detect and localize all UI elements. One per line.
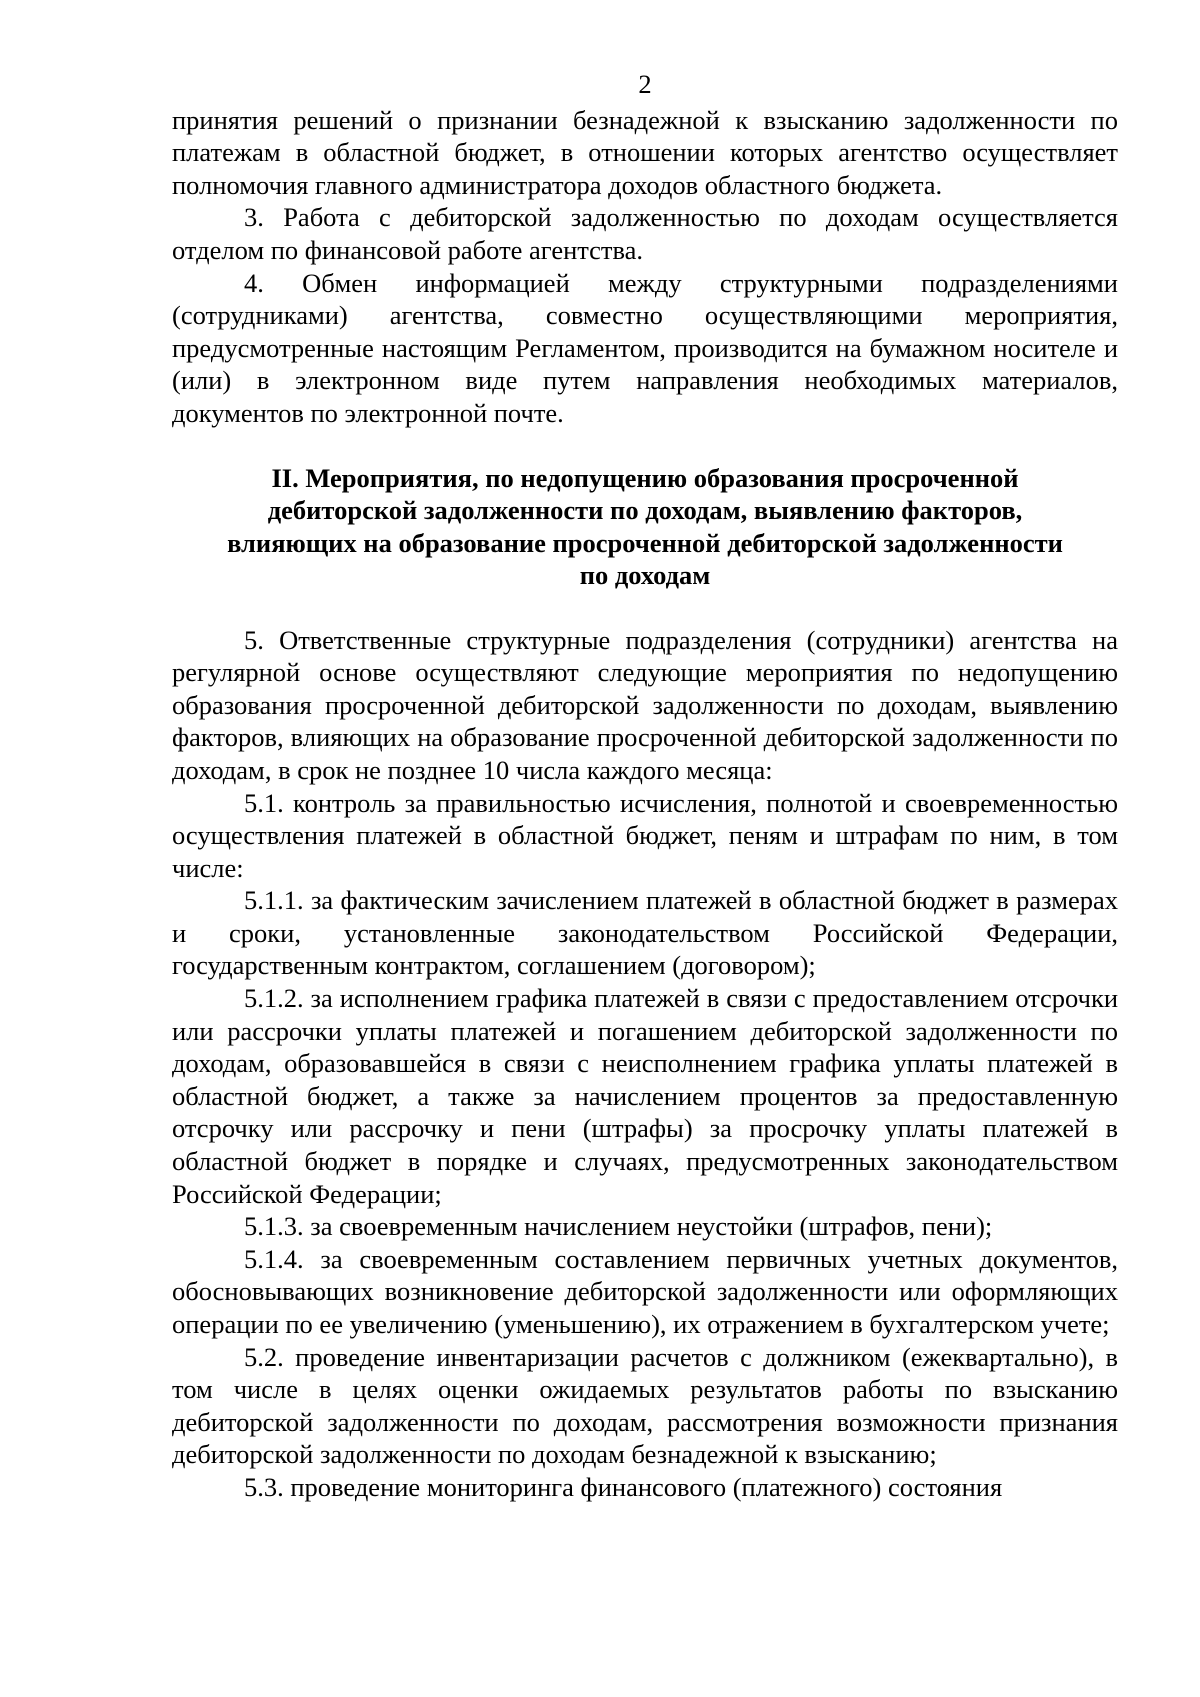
paragraph-5-1-4: 5.1.4. за своевременным составлением первичных учетных документов, обосновывающих возникновение дебиторской задолженности или оформляющих операции по ее увеличению (уменьшению), их отражением в бухгалтерском учете; — [172, 1243, 1118, 1339]
paragraph-5-1-3: 5.1.3. за своевременным начислением неустойки (штрафов, пени); — [244, 1211, 993, 1242]
paragraph-5-1-1: 5.1.1. за фактическим зачислением платежей в областной бюджет в размерах и сроки, установленные законодательством Российской Федерации, государственным контрактом, соглашением (договором); — [172, 885, 1118, 981]
section-heading-line: по доходам — [579, 560, 711, 591]
section-heading — [172, 462, 1118, 592]
paragraph-continuation: принятия решений о признании безнадежной к взысканию задолженности по платежам в областной бюджет, в отношении которых агентство осуществляет полномочия главного администратора доходов областного бюджета. — [172, 104, 1118, 200]
paragraph-5-3: 5.3. проведение мониторинга финансового (платежного) состояния — [244, 1471, 1003, 1502]
paragraph-5-1-2: 5.1.2. за исполнением графика платежей в связи с предоставлением отсрочки или рассрочки уплаты платежей и погашением дебиторской задолженности по доходам, образовавшейся в связи с неисполнением графика уплаты платежей в областной бюджет, а также за начислением процентов за предоставленную отсрочку или рассрочку и пени (штрафы) за просрочку уплаты платежей в областной бюджет в порядке и случаях, предусмотренных законодательством Российской Федерации; — [172, 983, 1118, 1209]
paragraph-4: 4. Обмен информацией между структурными подразделениями (сотрудниками) агентства, совместно осуществляющими мероприятия, предусмотренные настоящим Регламентом, производится на бумажном носителе и (или) в электронном виде путем направления необходимых материалов, документов по электронной почте. — [172, 267, 1118, 428]
section-heading-line: II. Мероприятия, по недопущению образования просроченной — [271, 462, 1019, 493]
section-heading-line: дебиторской задолженности по доходам, выявлению факторов, — [267, 495, 1023, 526]
document-page — [172, 68, 1118, 1504]
paragraph-3: 3. Работа с дебиторской задолженностью по доходам осуществляется отделом по финансовой работе агентства. — [172, 202, 1118, 265]
section-heading-line: влияющих на образование просроченной дебиторской задолженности — [227, 527, 1063, 558]
paragraph-5-1: 5.1. контроль за правильностью исчисления, полнотой и своевременностью осуществления платежей в областной бюджет, пеням и штрафам по ним, в том числе: — [172, 787, 1118, 883]
page-number: 2 — [638, 69, 652, 99]
paragraph-5-2: 5.2. проведение инвентаризации расчетов с должником (ежеквартально), в том числе в целях оценки ожидаемых результатов работы по взысканию дебиторской задолженности по доходам, рассмотрения возможности признания дебиторской задолженности по доходам безнадежной к взысканию; — [172, 1341, 1118, 1470]
paragraph-5: 5. Ответственные структурные подразделения (сотрудники) агентства на регулярной основе осуществляют следующие мероприятия по недопущению образования просроченной дебиторской задолженности по доходам, выявлению факторов, влияющих на образование просроченной дебиторской задолженности по доходам, в срок не позднее 10 числа каждого месяца: — [172, 624, 1118, 785]
